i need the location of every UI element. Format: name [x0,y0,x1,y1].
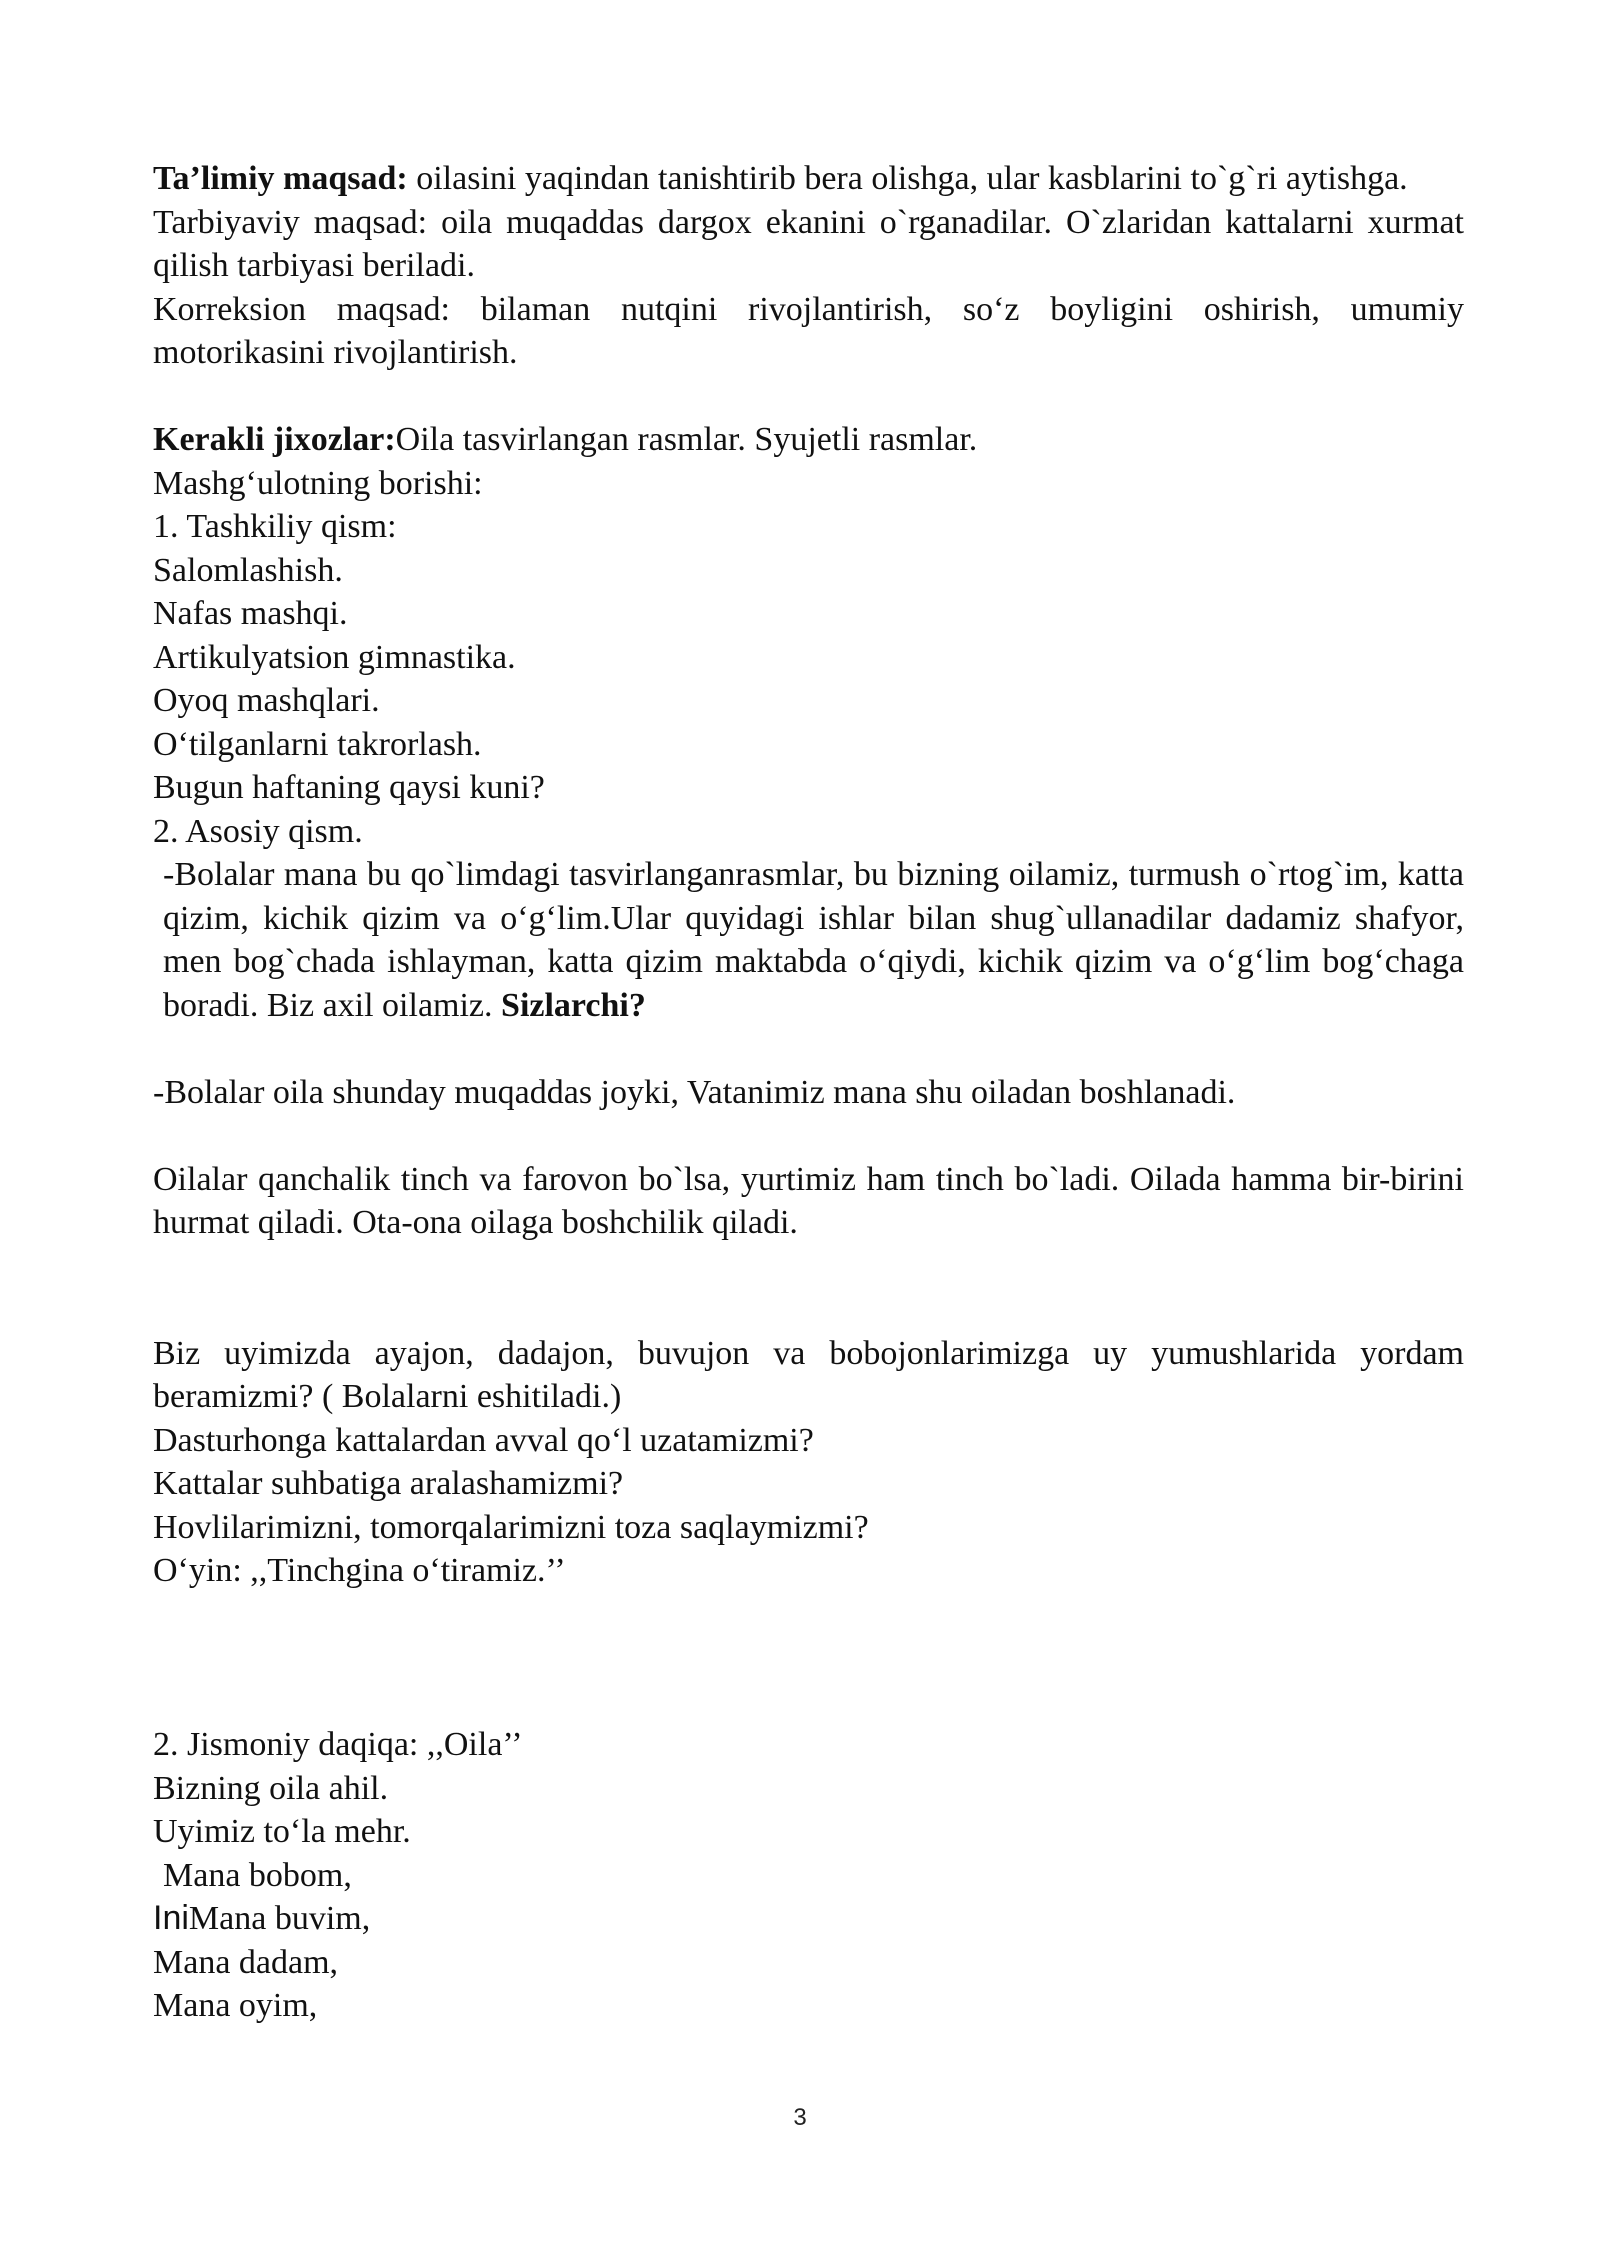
poem-line: Mana oyim, [153,1987,318,2024]
peace-paragraph: Oilalar qanchalik tinch va farovon bo`lsa, yurtimiz ham tinch bo`ladi. Oilada hamma bir-birini hurmat qiladi. Ota-ona oilaga boshchilik qiladi. [153,1160,1464,1241]
educational-objective-text: oilasini yaqindan tanishtirib bera olishga, ular kasblarini to`g`ri aytishga. [407,160,1408,197]
part2-paragraph-text: -Bolalar mana bu qo`limdagi tasvirlanganrasmlar, bu bizning oilamiz, turmush o`rtog`im, katta qizim, kichik qizim va o‘g‘lim.Ular quyidagi ishlar bilan shug`ullanadilar dadamiz shafyor, men bog`chada ishlayman, katta qizim maktabda o‘qiydi, kichik qizim va o‘g‘lim bog‘chaga boradi. Biz axil oilamiz. [163,856,1464,1024]
upbringing-objective: Tarbiyaviy maqsad: oila muqaddas dargox ekanini o`rganadilar. O`zlaridan kattalarni xurmat qilish tarbiyasi beriladi. [153,203,1464,284]
materials-label: Kerakli jixozlar: [153,421,396,458]
part1-item: Nafas mashqi. [153,595,348,632]
physical-minute-title: 2. Jismoniy daqiqa: ,,Oila’’ [153,1726,523,1763]
poem-line: Bizning oila ahil. [153,1769,389,1807]
part1-item: Bugun haftaning qaysi kuni? [153,769,545,806]
part2-question: Sizlarchi? [501,986,646,1024]
poem-line-text: Mana buvim, [188,1900,371,1937]
spacer [153,1027,1464,1071]
lesson-progress-title: Mashg‘ulotning borishi: [153,464,483,502]
spacer [153,1114,1464,1158]
educational-objective [153,157,1464,201]
part1-title: 1. Tashkiliy qism: [153,508,397,545]
page-number: 3 [793,2104,807,2131]
poem-line: Mana dadam, [153,1943,339,1981]
poem-line: Mana bobom, [163,1856,352,1894]
correction-objective: Korreksion maqsad: bilaman nutqini rivojlantirish, so‘z boyligini oshirish, umumiy motorikasini rivojlantirish. [153,290,1464,371]
questions-paragraph: Biz uyimizda ayajon, dadajon, buvujon va bobojonlarimizga uy yumushlarida yordam beramizmi? ( Bolalarni eshitiladi.) [153,1334,1464,1415]
spacer [153,1593,1464,1724]
homeland-paragraph: -Bolalar oila shunday muqaddas joyki, Vatanimiz mana shu oiladan boshlanadi. [153,1073,1236,1111]
game-line: O‘yin: ,,Tinchgina o‘tiramiz.’’ [153,1552,566,1589]
educational-objective-label: Ta’limiy maqsad: [153,160,408,197]
question-line: Dasturhonga kattalardan avval qo‘l uzatamizmi? [153,1421,814,1459]
materials-line [153,418,1464,462]
part1-item: O‘tilganlarni takrorlash. [153,725,482,763]
poem-line [153,1897,1464,1941]
question-line: Kattalar suhbatiga aralashamizmi? [153,1465,624,1502]
part2-title: 2. Asosiy qism. [153,812,363,850]
spacer [153,375,1464,419]
materials-text: Oila tasvirlangan rasmlar. Syujetli rasmlar. [395,421,978,458]
poem-line-prefix: Ini [153,1899,189,1937]
document-page [153,157,1464,2028]
part2-paragraph [153,853,1464,1027]
part1-item: Salomlashish. [153,551,343,589]
spacer [153,1245,1464,1332]
question-line: Hovlilarimizni, tomorqalarimizni toza saqlaymizmi? [153,1508,869,1546]
part1-item: Oyoq mashqlari. [153,682,380,719]
poem-line: Uyimiz to‘la mehr. [153,1813,411,1850]
part1-item: Artikulyatsion gimnastika. [153,638,516,676]
